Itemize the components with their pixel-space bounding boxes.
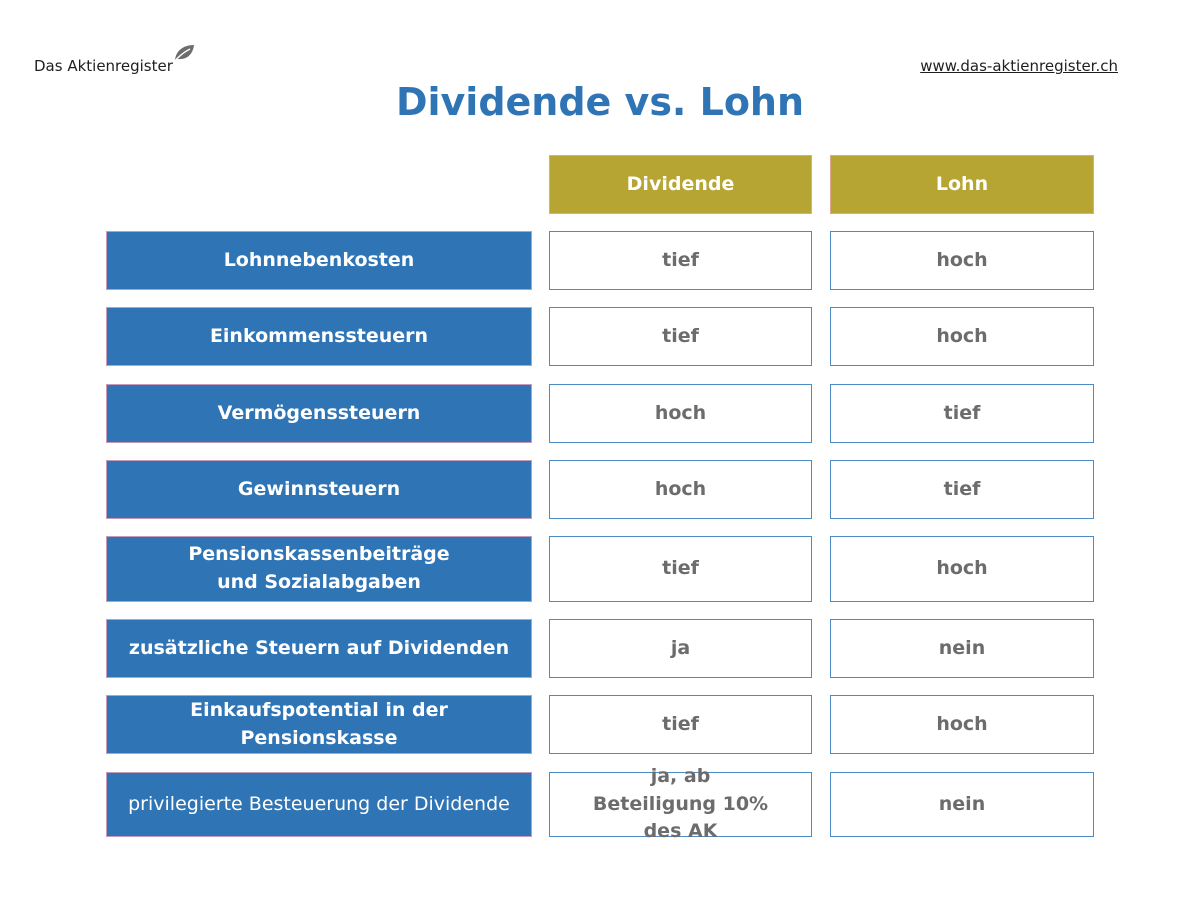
row-label: privilegierte Besteuerung der Dividende [106,772,532,837]
dividende-value: hoch [549,460,812,519]
dividende-value: tief [549,695,812,754]
lohn-value: hoch [830,231,1094,290]
leaf-icon [172,43,196,63]
row-label: zusätzliche Steuern auf Dividenden [106,619,532,678]
brand-name: Das Aktienregister [34,57,173,75]
dividende-value: tief [549,231,812,290]
row-label: Gewinnsteuern [106,460,532,519]
row-label: Pensionskassenbeiträge und Sozialabgaben [106,536,532,602]
dividende-value: ja, ab Beteiligung 10% des AK [549,772,812,837]
lohn-value: tief [830,384,1094,443]
dividende-value: tief [549,536,812,602]
dividende-value: hoch [549,384,812,443]
dividende-value: tief [549,307,812,366]
lohn-value: hoch [830,695,1094,754]
lohn-value: tief [830,460,1094,519]
page-title: Dividende vs. Lohn [395,80,805,124]
row-label: Vermögenssteuern [106,384,532,443]
column-header-lohn: Lohn [830,155,1094,214]
website-link[interactable]: www.das-aktienregister.ch [920,57,1118,75]
row-label: Einkaufspotential in der Pensionskasse [106,695,532,754]
row-label: Lohnnebenkosten [106,231,532,290]
column-header-dividende: Dividende [549,155,812,214]
lohn-value: hoch [830,307,1094,366]
lohn-value: hoch [830,536,1094,602]
lohn-value: nein [830,619,1094,678]
row-label: Einkommenssteuern [106,307,532,366]
dividende-value: ja [549,619,812,678]
lohn-value: nein [830,772,1094,837]
